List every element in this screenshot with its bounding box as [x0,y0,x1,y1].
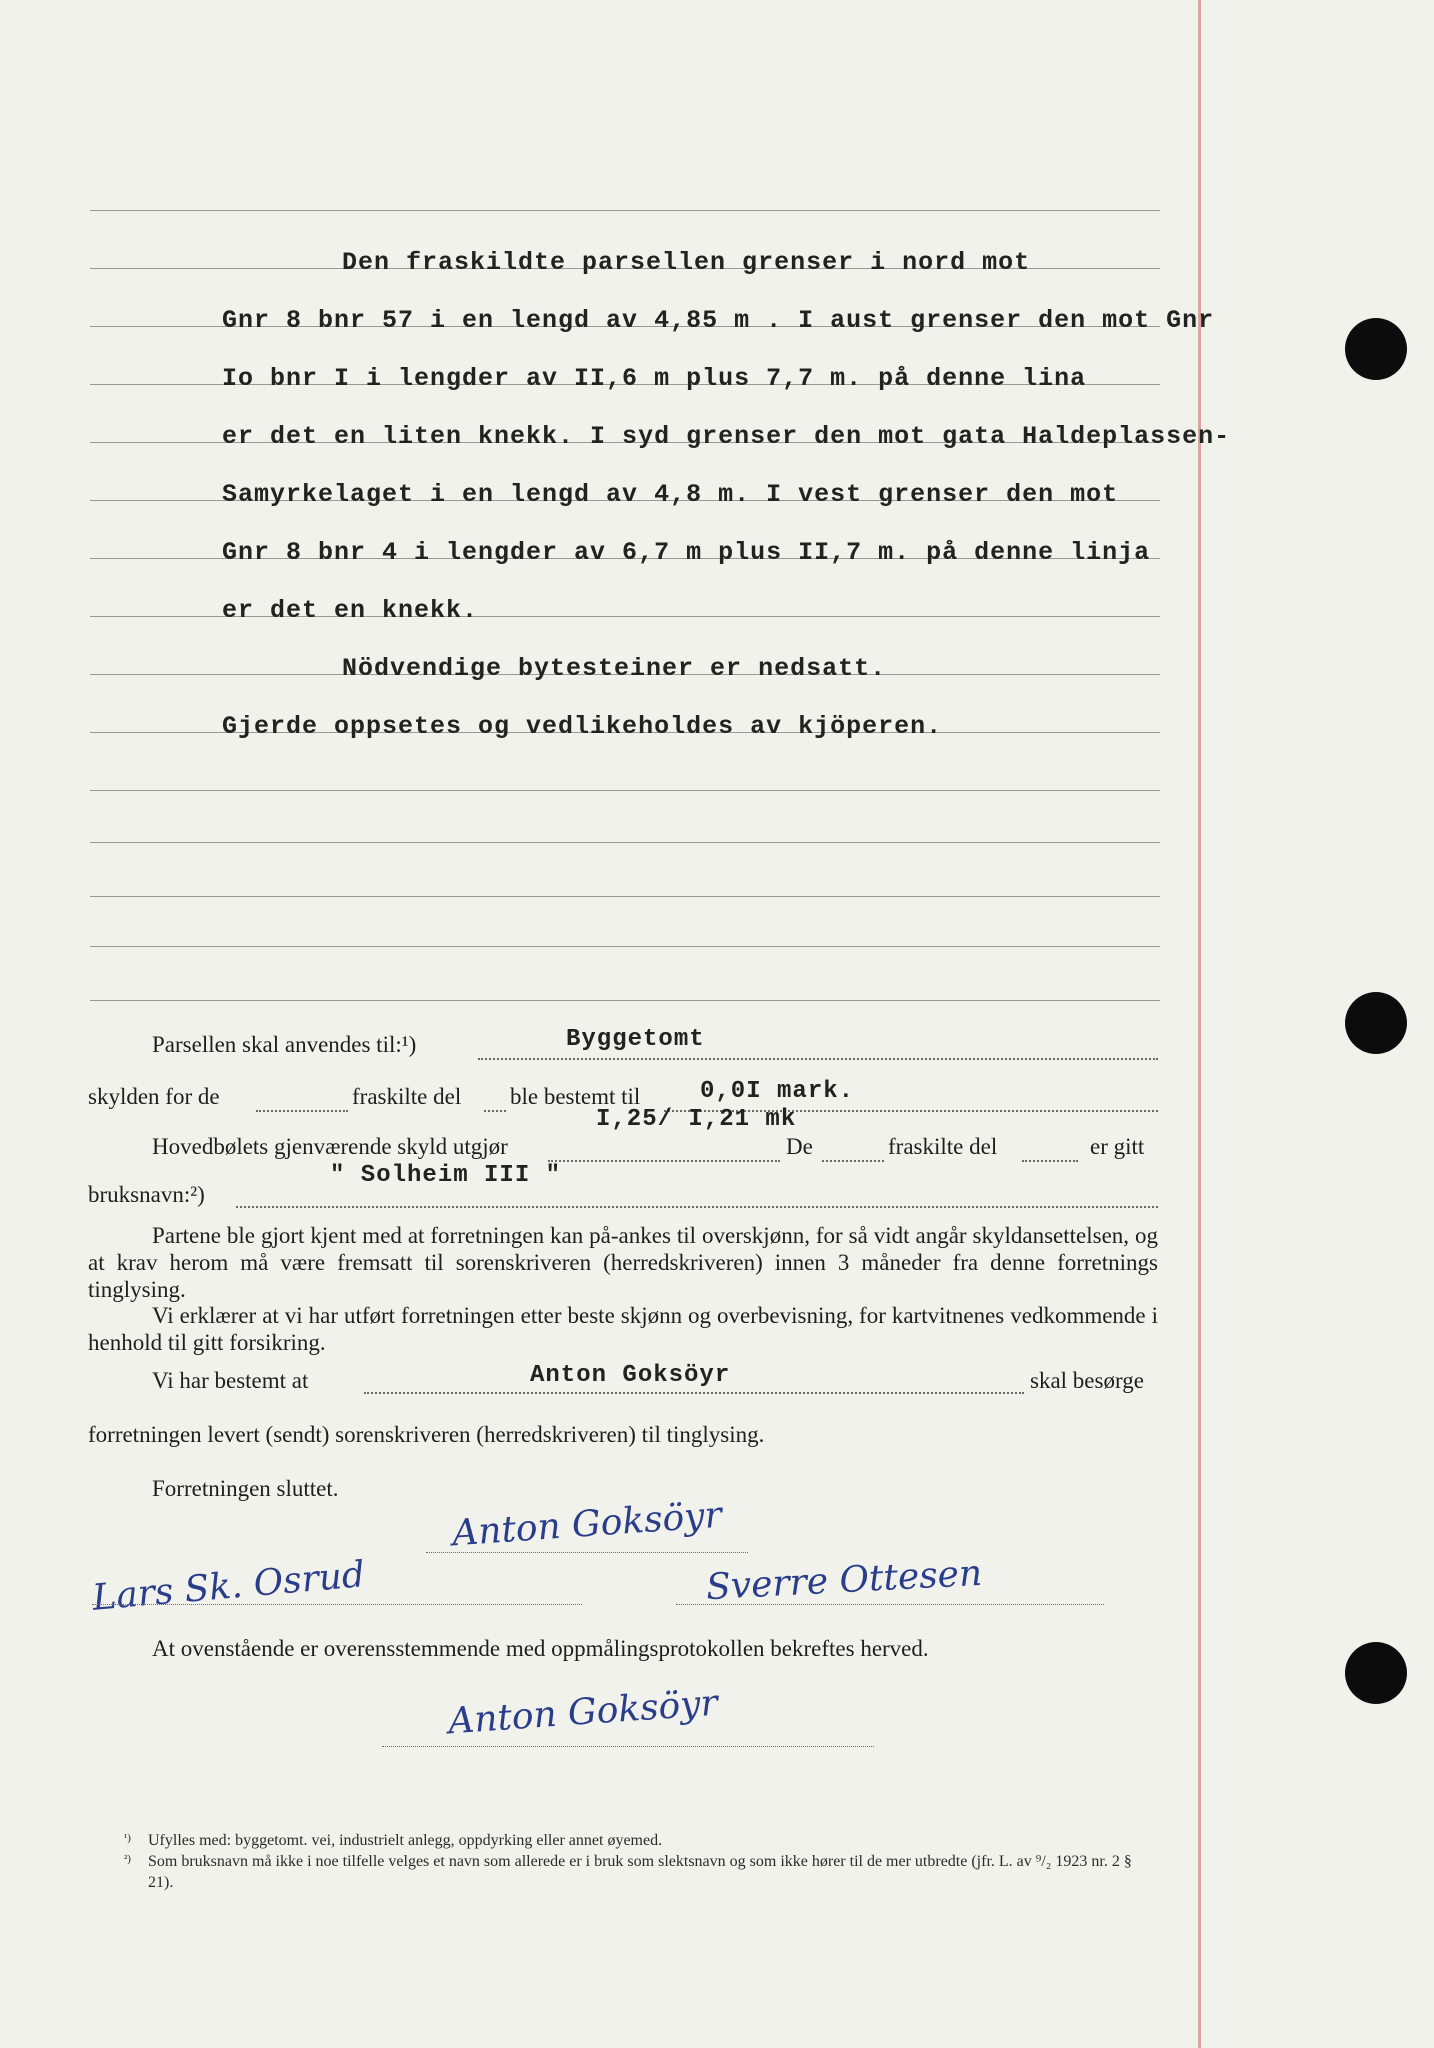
punch-hole [1345,992,1407,1054]
typed-line: Den fraskildte parsellen grenser i nord mot [342,248,1031,277]
ruled-line [90,1000,1160,1001]
use-dotted-line [478,1058,1158,1060]
dotted-line [822,1160,884,1162]
dotted-line [484,1110,506,1112]
signature-line [676,1604,1104,1605]
footnote-2 [124,1851,1158,1893]
footnote-1-mark: ¹) [124,1832,131,1844]
typed-line: Samyrkelaget i en lengd av 4,8 m. I vest grenser den mot [222,480,1119,509]
skyld-label: ble bestemt til [510,1084,641,1109]
typed-line: Gjerde oppsetes og vedlikeholdes av kjöperen. [222,712,943,741]
punch-hole [1345,1642,1407,1704]
bruksnavn-dotted-line [236,1206,1158,1208]
signature-bottom: Anton Goksöyr [446,1682,720,1743]
fraskilte-label: fraskilte del [888,1134,998,1159]
skyld-label: skylden for de [88,1084,220,1109]
bruksnavn-value: " Solheim III " [330,1162,562,1189]
appeal-paragraph: Partene ble gjort kjent med at forretningen kan på-ankes til overskjønn, for så vidt angår skyldansettelsen, og at krav herom må være fremsatt til sorenskriveren (herredskriveren) innen 3 måneder fra denne forretnings tinglysing. [88,1223,1158,1302]
determined-dotted-line [364,1392,1024,1394]
de-label: De [786,1134,813,1159]
dotted-line [1022,1160,1078,1162]
determined-label: Vi har bestemt at [152,1368,309,1393]
declaration-paragraph: Vi erklærer at vi har utført forretningen etter beste skjønn og overbevisning, for kartvitnenes vedkommende i henhold til gitt forsikring. [88,1303,1158,1355]
signature-line [382,1746,874,1747]
signature-top: Anton Goksöyr [450,1494,724,1555]
concluded-label: Forretningen sluttet. [152,1476,339,1501]
skyld-label: fraskilte del [352,1084,462,1109]
bruksnavn-label: bruksnavn:²) [88,1182,205,1207]
signature-right: Sverre Ottesen [705,1552,984,1609]
remaining-skyld-value: I,25/ I,21 mk [596,1106,797,1133]
dotted-line [548,1160,780,1162]
typed-line: Gnr 8 bnr 4 i lengder av 6,7 m plus II,7 m. på denne linja [222,538,1151,567]
determined-value: Anton Goksöyr [530,1362,731,1389]
er-gitt-label: er gitt [1090,1134,1145,1159]
typed-line: er det en liten knekk. I syd grenser den mot gata Haldeplassen- [222,422,1231,451]
ruled-line [90,210,1160,211]
confirm-line: At ovenstående er overensstemmende med oppmålingsprotokollen bekreftes herved. [152,1636,929,1661]
typed-line: Nödvendige bytesteiner er nedsatt. [342,654,887,683]
signature-left: Lars Sk. Osrud [90,1554,367,1619]
footnote-1 [124,1830,1158,1851]
typed-line: er det en knekk. [222,596,479,625]
footnote-1-text: Ufylles med: byggetomt. vei, industrielt anlegg, oppdyrking eller annet øyemed. [148,1832,663,1849]
use-value: Byggetomt [566,1026,705,1053]
skyld-value: 0,0I mark. [700,1078,855,1105]
typed-line: Gnr 8 bnr 57 i en lengd av 4,85 m . I aust grenser den mot Gnr [222,306,1215,335]
dotted-line [256,1110,348,1112]
use-label: Parsellen skal anvendes til:¹) [152,1032,417,1057]
footnote-2-mark: ²) [124,1853,131,1865]
signature-line [426,1552,748,1553]
signature-line [92,1604,582,1605]
punch-hole [1345,318,1407,380]
footnote-2-text: Som bruksnavn må ikke i noe tilfelle velges et navn som allerede er i bruk som slektsnavn og som ikke hører til de mer utbredte (jfr. L. av ⁹/₂ 1923 nr. 2 § 21). [148,1853,1132,1891]
delivery-line: forretningen levert (sendt) sorenskriveren (herredskriveren) til tinglysing. [88,1422,765,1447]
ruled-line [90,946,1160,947]
ruled-line [90,790,1160,791]
ruled-line [90,842,1160,843]
skal-besorge-label: skal besørge [1030,1368,1144,1393]
footnotes [124,1830,1158,1893]
remaining-label: Hovedbølets gjenværende skyld utgjør [152,1134,508,1159]
typed-line: Io bnr I i lengder av II,6 m plus 7,7 m. på denne lina [222,364,1087,393]
ruled-line [90,896,1160,897]
